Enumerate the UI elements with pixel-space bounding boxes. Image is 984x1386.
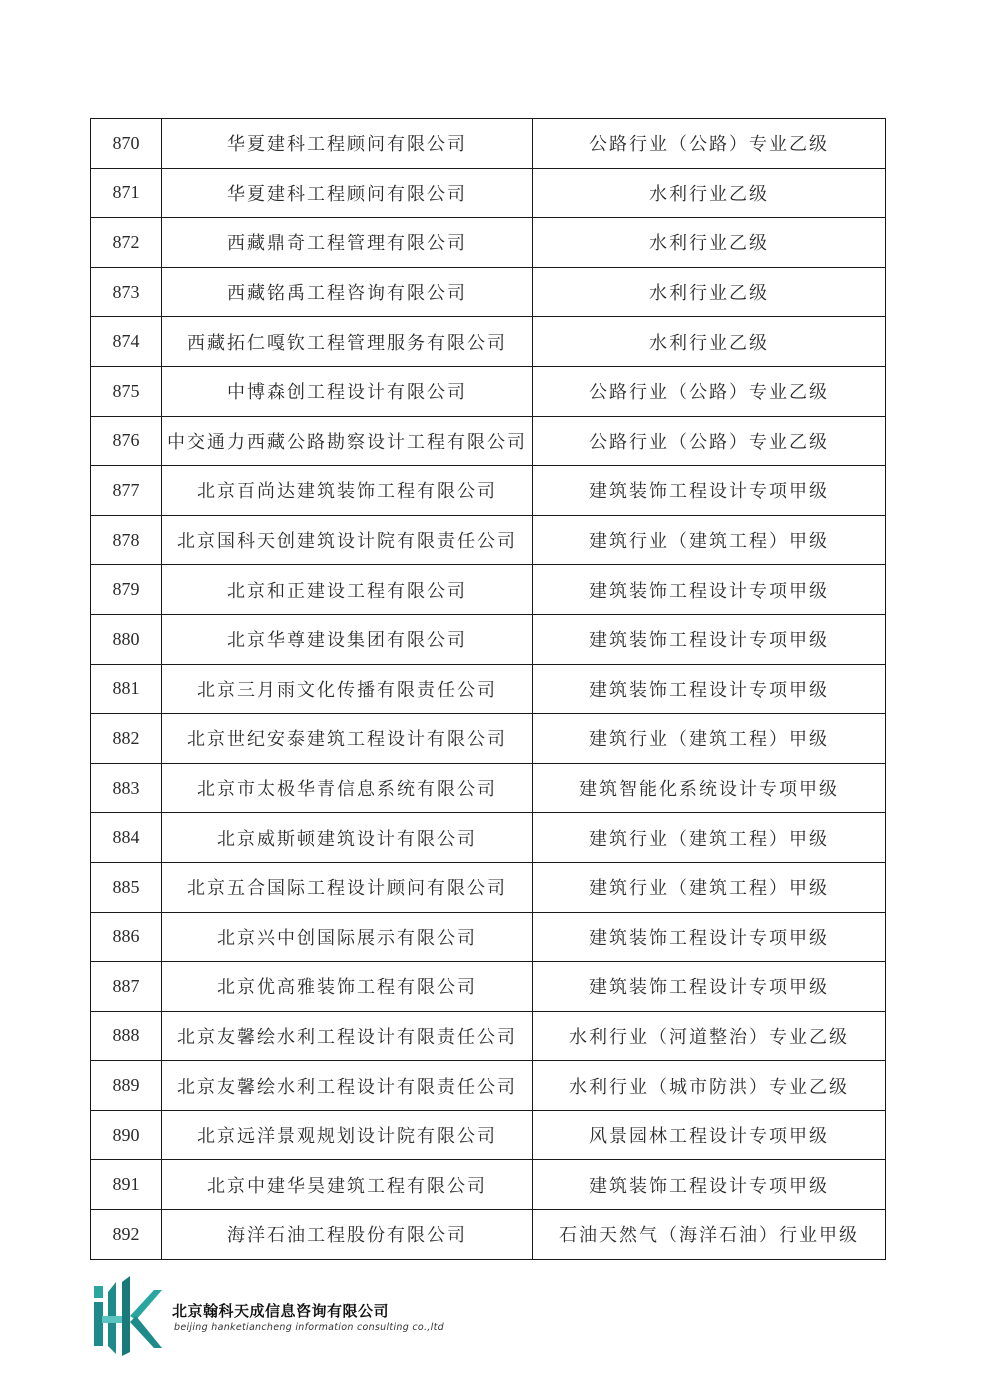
table-row <box>91 416 886 466</box>
company-name-cell: 北京国科天创建筑设计院有限责任公司 <box>162 515 533 565</box>
qualification-cell: 公路行业（公路）专业乙级 <box>533 416 886 466</box>
qualification-cell: 风景园林工程设计专项甲级 <box>533 1110 886 1160</box>
company-name-cell: 中博森创工程设计有限公司 <box>162 366 533 416</box>
company-name-cell: 北京友馨绘水利工程设计有限责任公司 <box>162 1061 533 1111</box>
row-number-cell: 883 <box>91 763 162 813</box>
row-number-cell: 885 <box>91 862 162 912</box>
company-name-cell: 西藏拓仁嘎钦工程管理服务有限公司 <box>162 317 533 367</box>
table-row <box>91 813 886 863</box>
company-name-cell: 北京优高雅装饰工程有限公司 <box>162 962 533 1012</box>
company-name-cell: 北京华尊建设集团有限公司 <box>162 614 533 664</box>
row-number-cell: 881 <box>91 664 162 714</box>
row-number-cell: 871 <box>91 168 162 218</box>
row-number-cell: 891 <box>91 1160 162 1210</box>
row-number-cell: 877 <box>91 466 162 516</box>
table-row <box>91 962 886 1012</box>
qualification-cell: 公路行业（公路）专业乙级 <box>533 366 886 416</box>
table-row <box>91 1011 886 1061</box>
row-number-cell: 874 <box>91 317 162 367</box>
qualification-cell: 建筑智能化系统设计专项甲级 <box>533 763 886 813</box>
row-number-cell: 880 <box>91 614 162 664</box>
row-number-cell: 892 <box>91 1210 162 1260</box>
qualification-cell: 水利行业乙级 <box>533 168 886 218</box>
table-row <box>91 366 886 416</box>
table-row <box>91 466 886 516</box>
table-row <box>91 267 886 317</box>
company-name-cell: 北京五合国际工程设计顾问有限公司 <box>162 862 533 912</box>
table-row <box>91 218 886 268</box>
row-number-cell: 884 <box>91 813 162 863</box>
company-name-cell: 海洋石油工程股份有限公司 <box>162 1210 533 1260</box>
table-row <box>91 763 886 813</box>
company-name-cell: 北京三月雨文化传播有限责任公司 <box>162 664 533 714</box>
row-number-cell: 888 <box>91 1011 162 1061</box>
qualification-table <box>90 118 886 1260</box>
footer <box>92 1276 512 1356</box>
qualification-cell: 建筑装饰工程设计专项甲级 <box>533 664 886 714</box>
company-name-cell: 西藏铭禹工程咨询有限公司 <box>162 267 533 317</box>
company-name-cell: 北京世纪安泰建筑工程设计有限公司 <box>162 714 533 764</box>
qualification-cell: 建筑行业（建筑工程）甲级 <box>533 813 886 863</box>
qualification-cell: 建筑装饰工程设计专项甲级 <box>533 962 886 1012</box>
company-name-cell: 北京友馨绘水利工程设计有限责任公司 <box>162 1011 533 1061</box>
qualification-cell: 水利行业乙级 <box>533 218 886 268</box>
qualification-cell: 水利行业乙级 <box>533 267 886 317</box>
row-number-cell: 873 <box>91 267 162 317</box>
table-row <box>91 1210 886 1260</box>
qualification-cell: 建筑行业（建筑工程）甲级 <box>533 714 886 764</box>
qualification-cell: 水利行业（河道整治）专业乙级 <box>533 1011 886 1061</box>
table-row <box>91 515 886 565</box>
qualification-cell: 水利行业（城市防洪）专业乙级 <box>533 1061 886 1111</box>
company-name-cn: 北京翰科天成信息咨询有限公司 <box>172 1302 390 1320</box>
row-number-cell: 878 <box>91 515 162 565</box>
table-row <box>91 565 886 615</box>
qualification-cell: 公路行业（公路）专业乙级 <box>533 119 886 169</box>
table-row <box>91 714 886 764</box>
qualification-cell: 建筑行业（建筑工程）甲级 <box>533 862 886 912</box>
company-name-cell: 华夏建科工程顾问有限公司 <box>162 119 533 169</box>
qualification-cell: 建筑装饰工程设计专项甲级 <box>533 614 886 664</box>
qualification-cell: 建筑行业（建筑工程）甲级 <box>533 515 886 565</box>
row-number-cell: 872 <box>91 218 162 268</box>
qualification-cell: 石油天然气（海洋石油）行业甲级 <box>533 1210 886 1260</box>
qualification-cell: 建筑装饰工程设计专项甲级 <box>533 1160 886 1210</box>
row-number-cell: 876 <box>91 416 162 466</box>
row-number-cell: 882 <box>91 714 162 764</box>
hk-logo-icon <box>92 1276 172 1356</box>
row-number-cell: 886 <box>91 912 162 962</box>
table-row <box>91 1061 886 1111</box>
company-name-cell: 北京远洋景观规划设计院有限公司 <box>162 1110 533 1160</box>
company-name-cell: 北京百尚达建筑装饰工程有限公司 <box>162 466 533 516</box>
table-row <box>91 664 886 714</box>
table-body <box>91 119 886 1260</box>
company-name-cell: 华夏建科工程顾问有限公司 <box>162 168 533 218</box>
row-number-cell: 875 <box>91 366 162 416</box>
table-row <box>91 1110 886 1160</box>
qualification-cell: 建筑装饰工程设计专项甲级 <box>533 565 886 615</box>
qualification-cell: 水利行业乙级 <box>533 317 886 367</box>
table-row <box>91 1160 886 1210</box>
table-row <box>91 912 886 962</box>
company-name-cell: 中交通力西藏公路勘察设计工程有限公司 <box>162 416 533 466</box>
qualification-cell: 建筑装饰工程设计专项甲级 <box>533 912 886 962</box>
table-row <box>91 317 886 367</box>
row-number-cell: 887 <box>91 962 162 1012</box>
table-row <box>91 168 886 218</box>
row-number-cell: 879 <box>91 565 162 615</box>
table-row <box>91 862 886 912</box>
row-number-cell: 890 <box>91 1110 162 1160</box>
row-number-cell: 870 <box>91 119 162 169</box>
row-number-cell: 889 <box>91 1061 162 1111</box>
table-row <box>91 119 886 169</box>
company-name-en: beijing hanketiancheng information consulting co.,ltd <box>174 1322 444 1333</box>
qualification-table-container <box>90 118 885 1260</box>
company-name-cell: 北京和正建设工程有限公司 <box>162 565 533 615</box>
company-name-cell: 北京中建华昊建筑工程有限公司 <box>162 1160 533 1210</box>
table-row <box>91 614 886 664</box>
company-name-cell: 北京兴中创国际展示有限公司 <box>162 912 533 962</box>
qualification-cell: 建筑装饰工程设计专项甲级 <box>533 466 886 516</box>
company-name-cell: 北京市太极华青信息系统有限公司 <box>162 763 533 813</box>
company-name-cell: 西藏鼎奇工程管理有限公司 <box>162 218 533 268</box>
company-name-cell: 北京威斯顿建筑设计有限公司 <box>162 813 533 863</box>
